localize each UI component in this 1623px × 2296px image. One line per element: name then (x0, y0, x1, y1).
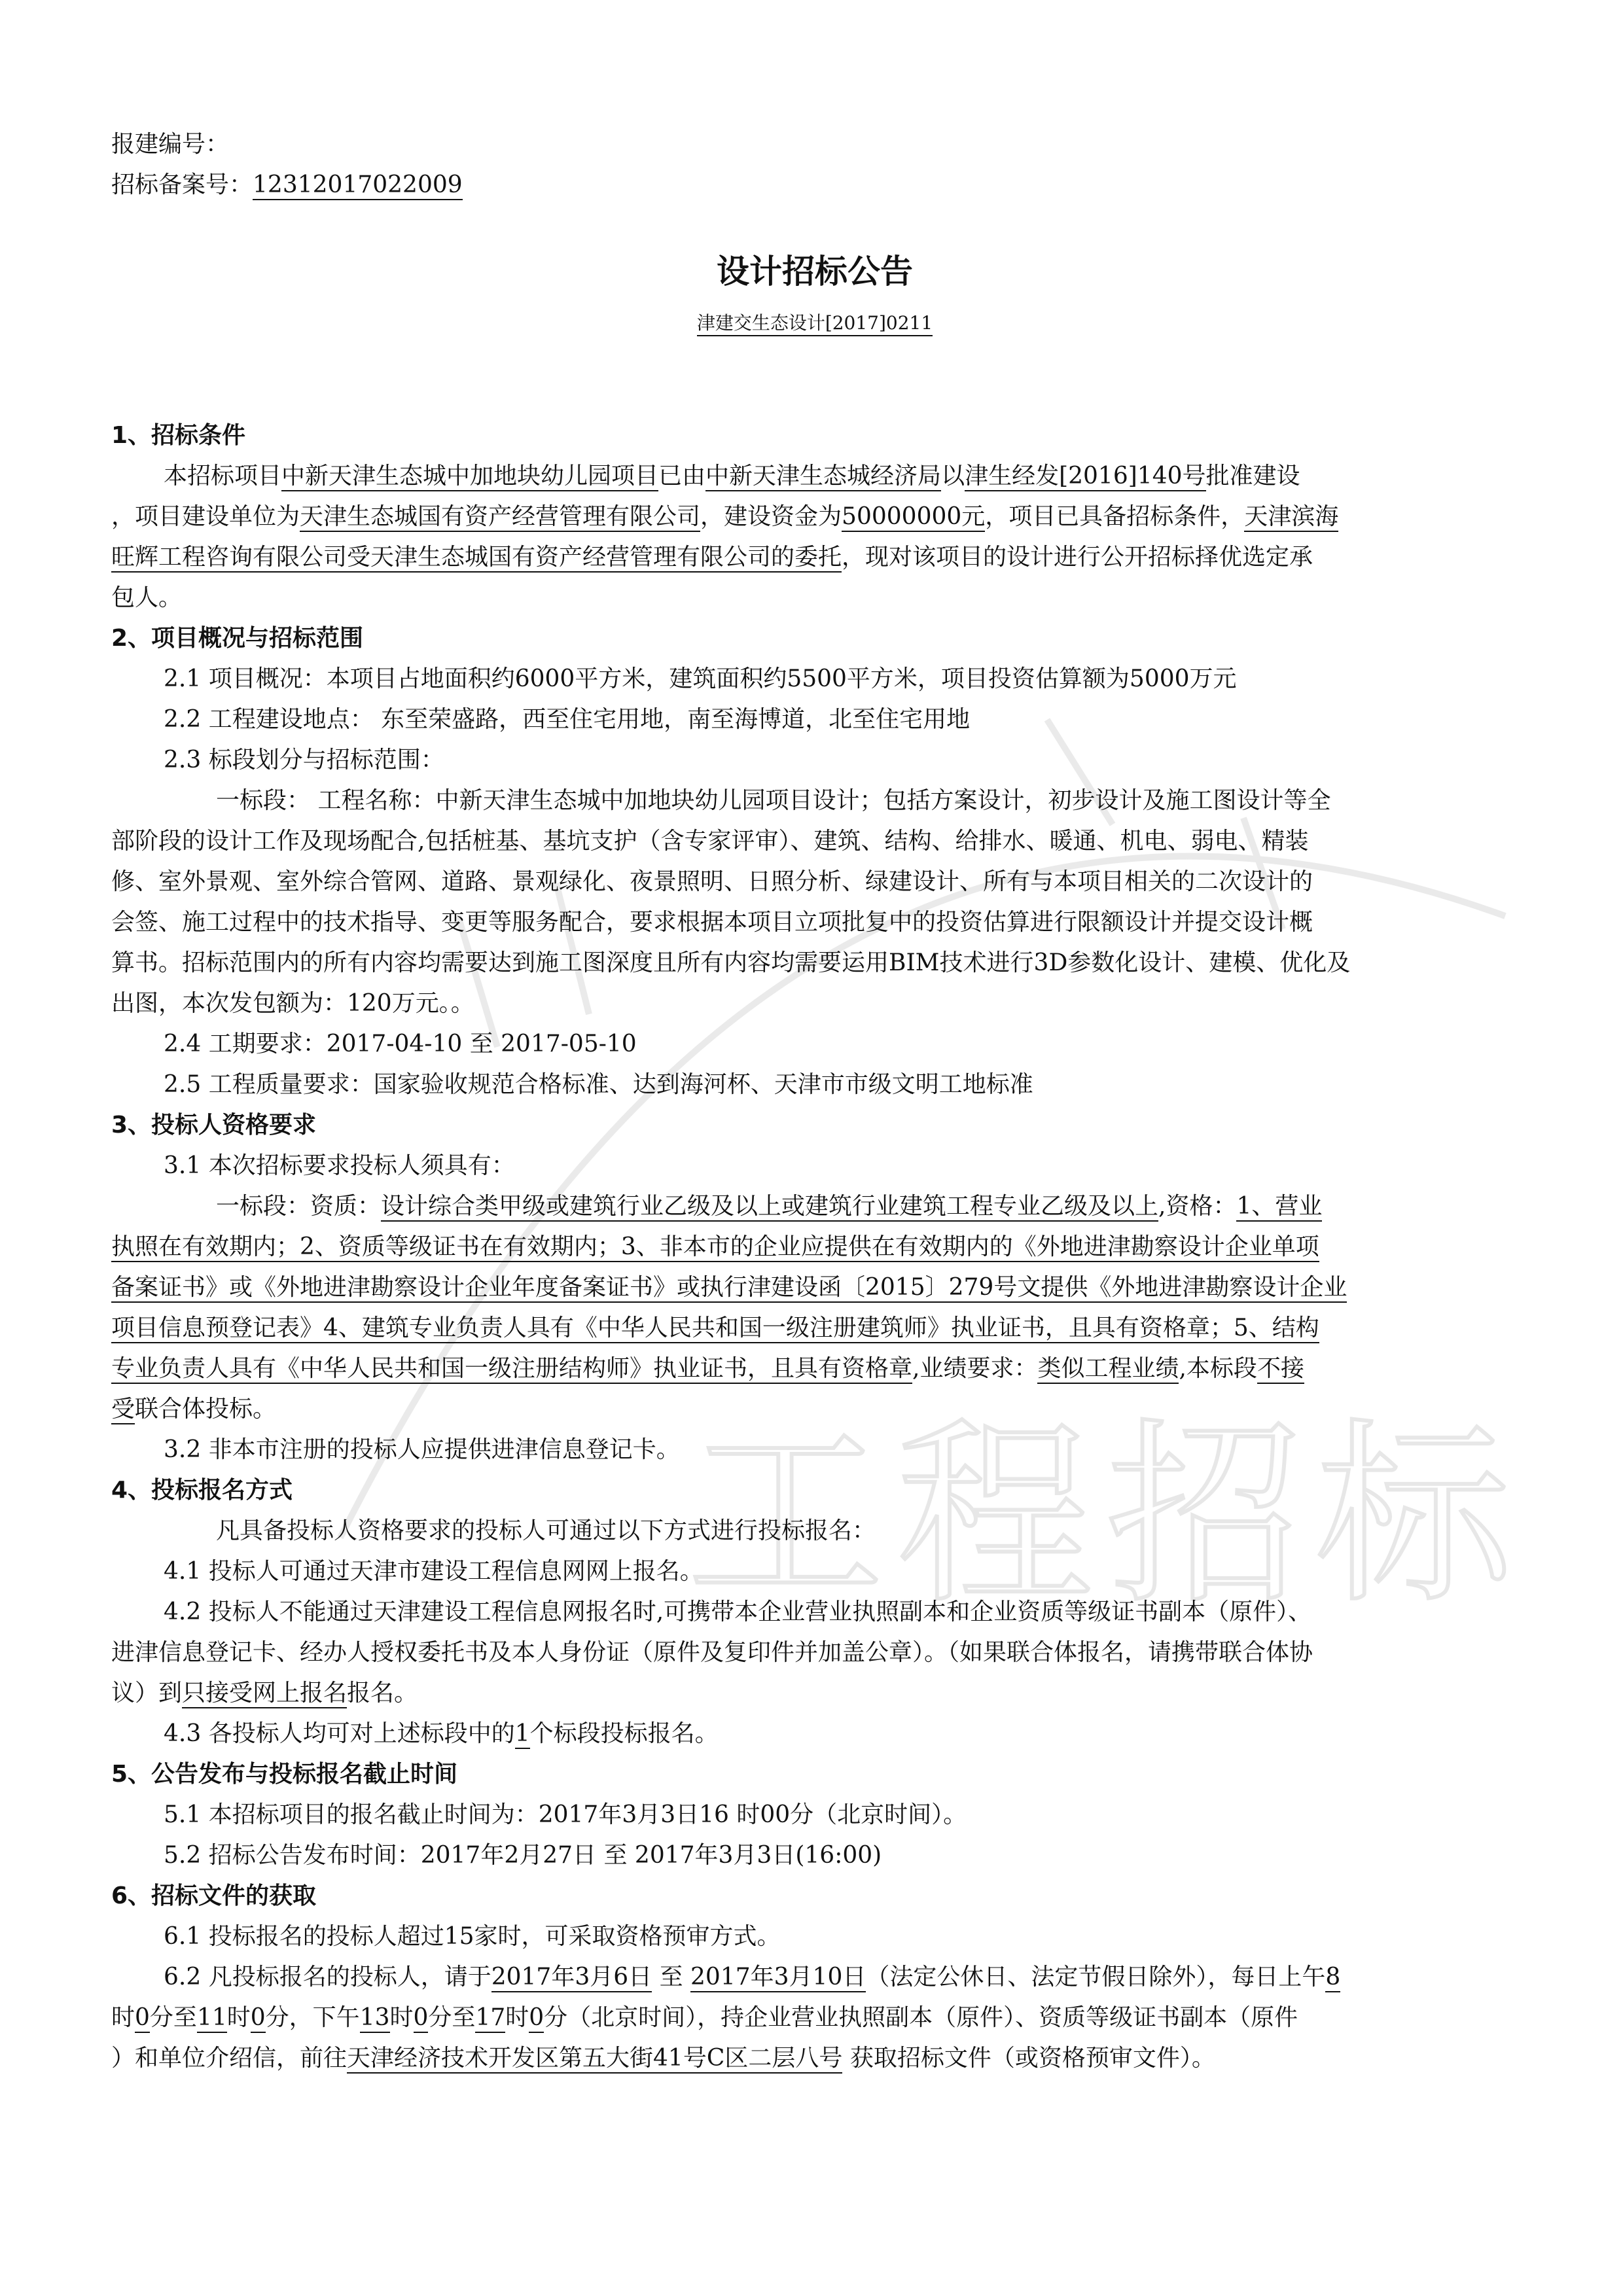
section-3-line-5 (111, 1308, 1319, 1349)
text-span: 批准建设 (1205, 463, 1300, 489)
report-number: 报建编号： (111, 131, 230, 158)
section-4-line-5 (111, 1673, 418, 1714)
section-3-heading: 3、投标人资格要求 (111, 1112, 317, 1139)
section-2-line-11: 2.5 工程质量要求：国家验收规范合格标准、达到海河杯、天津市市级文明工地标准 (164, 1071, 1033, 1098)
section-2-line-6: 修、室外景观、室外综合管网、道路、景观绿化、夜景照明、日照分析、绿建设计、所有与本项目相关的二次设计的 (111, 868, 1313, 895)
text-span: 一标段：资质： (216, 1193, 382, 1220)
section-3-line-8: 3.2 非本市注册的投标人应提供进津信息登记卡。 (164, 1436, 680, 1463)
text-span: ）和单位介绍信，前往 (111, 2045, 348, 2072)
svg-text:标: 标 (1315, 1402, 1512, 1630)
section-2-line-10: 2.4 工期要求：2017-04-10 至 2017-05-10 (164, 1031, 637, 1057)
section-2-heading: 2、项目概况与招标范围 (111, 625, 364, 652)
section-2-line-7: 会签、施工过程中的技术指导、变更等服务配合，要求根据本项目立项批复中的投资估算进行限额设计并提交设计概 (111, 909, 1313, 936)
time-value: 17 (475, 2004, 505, 2033)
svg-text:招: 招 (1106, 1402, 1302, 1630)
text-span: ,本标段 (1179, 1355, 1257, 1382)
text-span: 议）到 (111, 1680, 183, 1706)
section-3-line-4 (111, 1267, 1347, 1308)
text-span: 分至 (149, 2004, 197, 2031)
section-6-line-3 (111, 1998, 1298, 2038)
text-span: （法定公休日、法定节假日除外），每日上午 (866, 1964, 1326, 1990)
approval-authority: 中新天津生态城经济局 (705, 463, 941, 491)
time-value: 0 (135, 2004, 150, 2033)
section-2-line-2: 2.2 工程建设地点： 东至荣盛路，西至住宅用地，南至海博道，北至住宅用地 (164, 706, 971, 733)
tender-record-value: 12312017022009 (253, 171, 463, 200)
text-span: ,资格： (1158, 1193, 1237, 1220)
text-span: 已由 (658, 463, 706, 489)
section-4-line-6 (164, 1714, 719, 1754)
consortium-policy: 不接 (1257, 1355, 1304, 1384)
pickup-address: 天津经济技术开发区第五大街41号C区二层八号 (347, 2045, 842, 2074)
registration-method: 只接受网上报名 (182, 1680, 347, 1708)
time-value: 11 (197, 2004, 227, 2033)
section-2-line-4: 一标段： 工程名称：中新天津生态城中加地块幼儿园项目设计；包括方案设计，初步设计及施工图设计等全 (216, 787, 1331, 814)
approval-document: 津生经发[2016]140号 (965, 463, 1205, 491)
text-span: 时 (389, 2004, 414, 2031)
qualification-list-text: 执照在有效期内；2、资质等级证书在有效期内；3、非本市的企业应提供在有效期内的《外地进津勘察设计企业单项 (111, 1233, 1319, 1262)
qualification-list-text: 项目信息预登记表》4、建筑专业负责人具有《中华人民共和国一级注册建筑师》执业证书，且具有资格章；5、结构 (111, 1315, 1319, 1343)
section-3-line-2 (216, 1186, 1322, 1227)
construction-unit: 天津生态城国有资产经营管理有限公司 (300, 503, 700, 532)
text-span: 时 (226, 2004, 251, 2031)
section-1-line-1 (164, 456, 1300, 497)
section-1-line-2 (111, 497, 1338, 537)
text-span: 以 (941, 463, 965, 489)
section-3-line-6 (111, 1349, 1304, 1389)
section-1-line-4: 包人。 (111, 584, 183, 611)
agency-name-part-1: 天津滨海 (1244, 503, 1338, 532)
section-5-heading: 5、公告发布与投标报名截止时间 (111, 1761, 458, 1788)
start-date: 2017年3月6日 (491, 1964, 652, 1992)
section-6-line-1: 6.1 投标报名的投标人超过15家时，可采取资格预审方式。 (164, 1923, 781, 1950)
section-2-line-8: 算书。招标范围内的所有内容均需要达到施工图深度且所有内容均需要运用BIM技术进行3D参数化设计、建模、优化及 (111, 949, 1351, 976)
section-4-line-4: 进津信息登记卡、经办人授权委托书及本人身份证（原件及复印件并加盖公章）。（如果联合体报名，请携带联合体协 (111, 1639, 1313, 1666)
qualification-requirement: 设计综合类甲级或建筑行业乙级及以上或建筑行业建筑工程专业乙级及以上 (381, 1193, 1158, 1222)
end-date: 2017年3月10日 (690, 1964, 866, 1992)
svg-text:工: 工 (687, 1402, 883, 1630)
text-span: 获取招标文件（或资格预审文件）。 (842, 2045, 1215, 2072)
time-value: 13 (360, 2004, 390, 2033)
text-span: 报名。 (347, 1680, 418, 1706)
time-value: 0 (529, 2004, 544, 2033)
morning-start-hour: 8 (1325, 1964, 1340, 1992)
text-span: 分（北京时间），持企业营业执照副本（原件）、资质等级证书副本（原件 (544, 2004, 1298, 2031)
section-2-line-3: 2.3 标段划分与招标范围： (164, 747, 444, 773)
page-title: 设计招标公告 (717, 253, 913, 291)
text-span: ，项目建设单位为 (111, 503, 300, 530)
consortium-policy-end: 受 (111, 1396, 135, 1424)
section-3-line-3 (111, 1227, 1319, 1267)
section-3-line-1: 3.1 本次招标要求投标人须具有： (164, 1152, 515, 1179)
lot-count: 1 (515, 1720, 530, 1749)
text-span: 6.2 凡投标报名的投标人，请于 (164, 1964, 491, 1990)
text-span: 个标段投标报名。 (529, 1720, 719, 1747)
text-span: 本招标项目 (164, 463, 282, 489)
qualification-list-text: 专业负责人具有《中华人民共和国一级注册结构师》执业证书，且具有资格章 (111, 1355, 912, 1384)
section-2-line-9: 出图，本次发包额为：120万元。。 (111, 990, 474, 1017)
section-2-line-1: 2.1 项目概况：本项目占地面积约6000平方米，建筑面积约5500平方米，项目投资估算额为5000万元 (164, 665, 1237, 692)
section-4-heading: 4、投标报名方式 (111, 1477, 293, 1504)
section-5-line-2: 5.2 招标公告发布时间：2017年2月27日 至 2017年3月3日(16:00) (164, 1842, 882, 1869)
section-2-line-5: 部阶段的设计工作及现场配合,包括桩基、基坑支护（含专家评审）、建筑、结构、给排水、暖通、机电、弱电、精装 (111, 828, 1309, 855)
text-span: ，现对该项目的设计进行公开招标择优选定承 (842, 544, 1313, 571)
section-3-line-7 (111, 1389, 276, 1430)
agency-name-part-2: 旺辉工程咨询有限公司受天津生态城国有资产经营管理有限公司的委托 (111, 544, 842, 573)
text-span: 时 (111, 2004, 135, 2031)
time-value: 0 (414, 2004, 429, 2033)
text-span: 时 (505, 2004, 529, 2031)
section-4-line-3: 4.2 投标人不能通过天津建设工程信息网报名时,可携带本企业营业执照副本和企业资质等级证书副本（原件）、 (164, 1598, 1312, 1625)
tender-record-label: 招标备案号： (111, 171, 253, 198)
section-4-line-2: 4.1 投标人可通过天津市建设工程信息网网上报名。 (164, 1558, 704, 1585)
tender-record-number (111, 165, 463, 205)
performance-requirement: 类似工程业绩 (1037, 1355, 1179, 1384)
text-span: 分，下午 (265, 2004, 360, 2031)
time-value: 0 (251, 2004, 266, 2033)
svg-text:程: 程 (897, 1402, 1093, 1630)
text-span: 联合体投标。 (135, 1396, 277, 1422)
document-number-text: 津建交生态设计[2017]0211 (697, 312, 933, 336)
section-6-line-2 (164, 1957, 1340, 1998)
section-1-line-3 (111, 537, 1313, 578)
text-span: 至 (652, 1964, 691, 1990)
section-5-line-1: 5.1 本招标项目的报名截止时间为：2017年3月3日16 时00分（北京时间）。 (164, 1801, 967, 1828)
text-span: ,业绩要求： (912, 1355, 1038, 1382)
qualification-list-text: 备案证书》或《外地进津勘察设计企业年度备案证书》或执行津建设函〔2015〕279号文提供《外地进津勘察设计企业 (111, 1274, 1347, 1303)
project-name: 中新天津生态城中加地块幼儿园项目 (281, 463, 658, 491)
document-number (111, 309, 1518, 338)
text-span: ，项目已具备招标条件， (985, 503, 1245, 530)
text-span: 4.3 各投标人均可对上述标段中的 (164, 1720, 515, 1747)
qualification-list-start: 1、营业 (1236, 1193, 1322, 1222)
section-1-heading: 1、招标条件 (111, 422, 246, 449)
section-6-heading: 6、招标文件的获取 (111, 1882, 317, 1909)
text-span: ，建设资金为 (700, 503, 842, 530)
funding-amount: 50000000元 (842, 503, 985, 532)
section-6-line-4 (111, 2038, 1215, 2079)
section-4-line-1: 凡具备投标人资格要求的投标人可通过以下方式进行投标报名： (216, 1517, 876, 1544)
text-span: 分至 (428, 2004, 476, 2031)
